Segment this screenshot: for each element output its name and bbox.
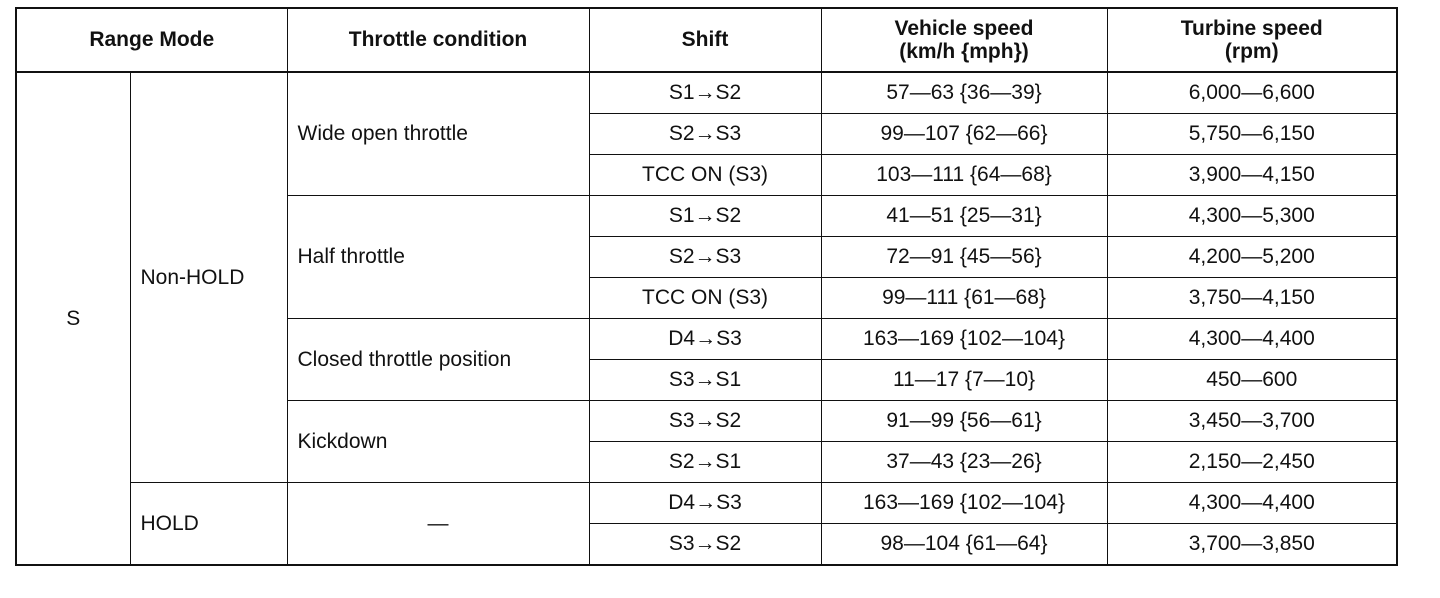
vehicle-speed-cell: 98—104 {61—64} bbox=[821, 524, 1107, 566]
vehicle-speed-cell: 99—111 {61—68} bbox=[821, 278, 1107, 319]
turbine-speed-cell: 4,300—5,300 bbox=[1107, 196, 1397, 237]
shift-cell: S2→S3 bbox=[589, 237, 821, 278]
throttle-hold-dash: — bbox=[287, 483, 589, 566]
vehicle-speed-cell: 163—169 {102—104} bbox=[821, 483, 1107, 524]
header-vehicle-speed-title: Vehicle speed bbox=[894, 16, 1034, 40]
table-header bbox=[16, 8, 1397, 72]
header-turbine-speed-unit: (rpm) bbox=[1224, 40, 1279, 63]
table-row bbox=[16, 483, 1397, 524]
vehicle-speed-cell: 57—63 {36—39} bbox=[821, 72, 1107, 114]
throttle-closed: Closed throttle position bbox=[287, 319, 589, 401]
vehicle-speed-cell: 163—169 {102—104} bbox=[821, 319, 1107, 360]
vehicle-speed-cell: 37—43 {23—26} bbox=[821, 442, 1107, 483]
header-vehicle-speed-unit: (km/h {mph}) bbox=[899, 40, 1029, 63]
header-row bbox=[16, 8, 1397, 72]
vehicle-speed-cell: 41—51 {25—31} bbox=[821, 196, 1107, 237]
shift-cell: TCC ON (S3) bbox=[589, 155, 821, 196]
shift-cell: S2→S3 bbox=[589, 114, 821, 155]
turbine-speed-cell: 3,700—3,850 bbox=[1107, 524, 1397, 566]
shift-cell: S1→S2 bbox=[589, 72, 821, 114]
turbine-speed-cell: 5,750—6,150 bbox=[1107, 114, 1397, 155]
vehicle-speed-cell: 91—99 {56—61} bbox=[821, 401, 1107, 442]
vehicle-speed-cell: 72—91 {45—56} bbox=[821, 237, 1107, 278]
turbine-speed-cell: 4,200—5,200 bbox=[1107, 237, 1397, 278]
mode-hold: HOLD bbox=[130, 483, 287, 566]
turbine-speed-cell: 6,000—6,600 bbox=[1107, 72, 1397, 114]
turbine-speed-cell: 3,750—4,150 bbox=[1107, 278, 1397, 319]
vehicle-speed-cell: 11—17 {7—10} bbox=[821, 360, 1107, 401]
table-body bbox=[16, 72, 1397, 565]
shift-cell: S2→S1 bbox=[589, 442, 821, 483]
throttle-wide-open: Wide open throttle bbox=[287, 72, 589, 196]
shift-cell: S3→S2 bbox=[589, 401, 821, 442]
header-shift: Shift bbox=[589, 8, 821, 72]
shift-cell: S1→S2 bbox=[589, 196, 821, 237]
turbine-speed-cell: 2,150—2,450 bbox=[1107, 442, 1397, 483]
shift-cell: S3→S1 bbox=[589, 360, 821, 401]
throttle-half: Half throttle bbox=[287, 196, 589, 319]
header-turbine-speed-title: Turbine speed bbox=[1180, 16, 1323, 40]
turbine-speed-cell: 3,450—3,700 bbox=[1107, 401, 1397, 442]
header-vehicle-speed bbox=[821, 8, 1107, 72]
mode-non-hold: Non-HOLD bbox=[130, 72, 287, 483]
header-range-mode: Range Mode bbox=[16, 8, 287, 72]
throttle-kickdown: Kickdown bbox=[287, 401, 589, 483]
shift-cell: S3→S2 bbox=[589, 524, 821, 566]
shift-speed-table bbox=[15, 7, 1398, 566]
shift-cell: D4→S3 bbox=[589, 319, 821, 360]
header-turbine-speed bbox=[1107, 8, 1397, 72]
header-throttle-condition: Throttle condition bbox=[287, 8, 589, 72]
shift-cell: D4→S3 bbox=[589, 483, 821, 524]
range-cell: S bbox=[16, 72, 130, 565]
vehicle-speed-cell: 99—107 {62—66} bbox=[821, 114, 1107, 155]
turbine-speed-cell: 4,300—4,400 bbox=[1107, 319, 1397, 360]
vehicle-speed-cell: 103—111 {64—68} bbox=[821, 155, 1107, 196]
turbine-speed-cell: 3,900—4,150 bbox=[1107, 155, 1397, 196]
turbine-speed-cell: 4,300—4,400 bbox=[1107, 483, 1397, 524]
turbine-speed-cell: 450—600 bbox=[1107, 360, 1397, 401]
shift-cell: TCC ON (S3) bbox=[589, 278, 821, 319]
table-row bbox=[16, 72, 1397, 114]
